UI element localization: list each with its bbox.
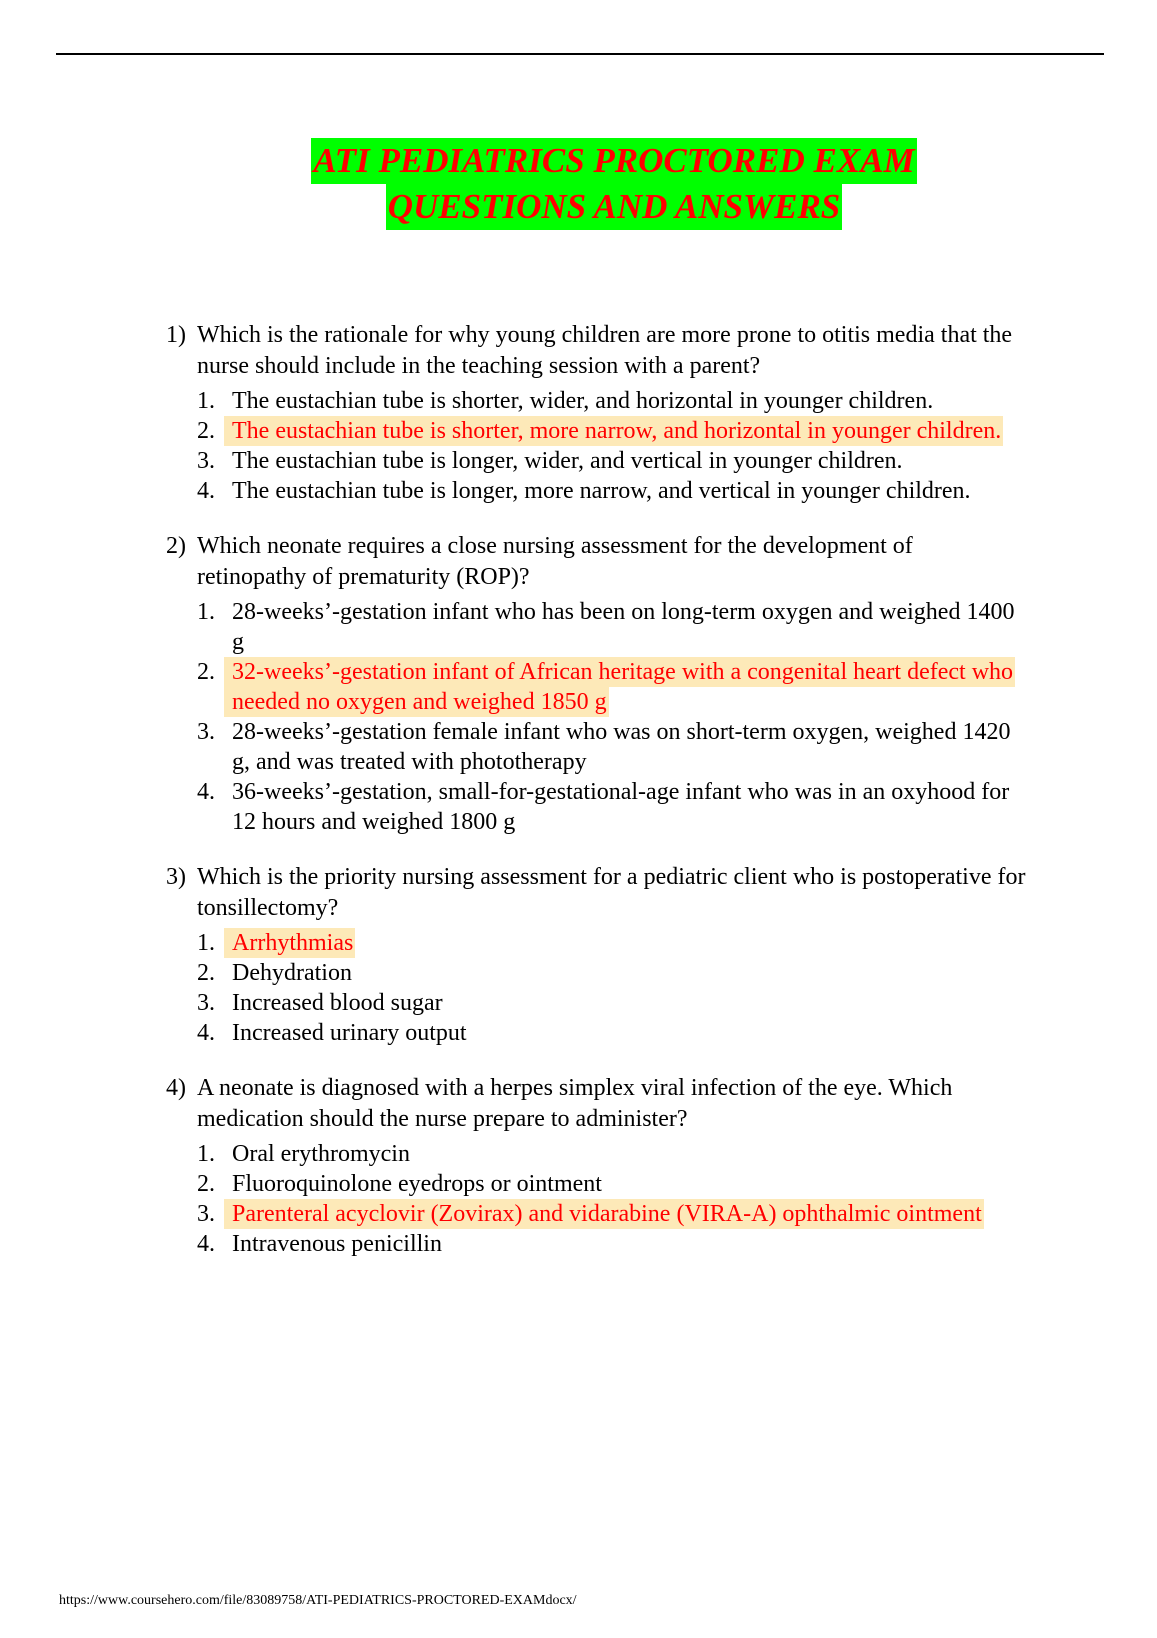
option-number: 2. (197, 659, 215, 685)
option-number: 1. (197, 599, 215, 625)
question-4 (166, 1073, 1026, 1259)
question-text: A neonate is diagnosed with a herpes simplex viral infection of the eye. Which medication should the nurse prepare to administer? (197, 1075, 953, 1132)
answer-option (166, 1229, 1026, 1259)
option-text-highlighted: The eustachian tube is shorter, more narrow, and horizontal in younger children. (224, 416, 1003, 446)
answer-options (166, 928, 1026, 1048)
answer-option (166, 597, 1026, 657)
title-line-2: QUESTIONS AND ANSWERS (386, 184, 843, 230)
answer-option (166, 777, 1026, 837)
answer-option (166, 1018, 1026, 1048)
option-text: 36-weeks’-gestation, small-for-gestational-age infant who was in an oxyhood for 12 hours and weighed 1800 g (232, 779, 1010, 835)
option-number: 2. (197, 418, 215, 444)
answer-option (166, 717, 1026, 777)
answer-options (166, 1139, 1026, 1259)
answer-option (166, 958, 1026, 988)
title-line-1: ATI PEDIATRICS PROCTORED EXAM (311, 138, 916, 184)
option-number: 2. (197, 1171, 215, 1197)
answer-options (166, 386, 1026, 506)
option-number: 1. (197, 930, 215, 956)
question-1 (166, 320, 1026, 506)
option-number: 3. (197, 719, 215, 745)
option-text: The eustachian tube is shorter, wider, and horizontal in younger children. (232, 388, 934, 414)
option-number: 1. (197, 388, 215, 414)
answer-option (166, 1139, 1026, 1169)
answer-option (166, 446, 1026, 476)
question-stem (166, 320, 1026, 382)
option-text-highlighted: Parenteral acyclovir (Zovirax) and vidarabine (VIRA-A) ophthalmic ointment (224, 1199, 984, 1229)
option-text-highlighted: 32-weeks’-gestation infant of African heritage with a congenital heart defect who (224, 657, 1015, 687)
option-text: 28-weeks’-gestation female infant who was on short-term oxygen, weighed 1420 g, and was treated with phototherapy (232, 719, 1011, 775)
option-text: The eustachian tube is longer, more narrow, and vertical in younger children. (232, 478, 971, 504)
question-2 (166, 531, 1026, 837)
question-stem (166, 862, 1026, 924)
question-number: 2) (166, 533, 186, 559)
question-list (166, 320, 1026, 1284)
option-text: Dehydration (232, 960, 352, 986)
option-number: 3. (197, 990, 215, 1016)
question-number: 4) (166, 1075, 186, 1101)
question-number: 1) (166, 322, 186, 348)
answer-options (166, 597, 1026, 837)
option-text-highlighted: Arrhythmias (224, 928, 355, 958)
answer-option-correct (166, 416, 1026, 446)
option-number: 4. (197, 478, 215, 504)
question-number: 3) (166, 864, 186, 890)
answer-option (166, 988, 1026, 1018)
option-text: Intravenous penicillin (232, 1231, 442, 1257)
document-title (200, 138, 1028, 230)
answer-option-correct (166, 657, 1026, 717)
option-text: Increased urinary output (232, 1020, 467, 1046)
question-text: Which is the priority nursing assessment for a pediatric client who is postoperative for tonsillectomy? (197, 864, 1026, 921)
answer-option (166, 476, 1026, 506)
answer-option (166, 1169, 1026, 1199)
option-text: The eustachian tube is longer, wider, and vertical in younger children. (232, 448, 903, 474)
question-text: Which is the rationale for why young children are more prone to otitis media that the nurse should include in the teaching session with a parent? (197, 322, 1013, 379)
option-number: 2. (197, 960, 215, 986)
answer-option-correct (166, 928, 1026, 958)
option-text: Increased blood sugar (232, 990, 443, 1016)
option-number: 3. (197, 448, 215, 474)
option-text: 28-weeks’-gestation infant who has been on long-term oxygen and weighed 1400 g (232, 599, 1015, 655)
answer-option-correct (166, 1199, 1026, 1229)
option-text: Fluoroquinolone eyedrops or ointment (232, 1171, 602, 1197)
option-number: 4. (197, 1231, 215, 1257)
option-text: Oral erythromycin (232, 1141, 410, 1167)
option-number: 1. (197, 1141, 215, 1167)
question-3 (166, 862, 1026, 1048)
header-rule (56, 53, 1104, 55)
question-text: Which neonate requires a close nursing assessment for the development of retinopathy of prematurity (ROP)? (197, 533, 913, 590)
option-number: 4. (197, 779, 215, 805)
source-url: https://www.coursehero.com/file/83089758/ATI-PEDIATRICS-PROCTORED-EXAMdocx/ (59, 1593, 577, 1608)
option-number: 4. (197, 1020, 215, 1046)
option-number: 3. (197, 1201, 215, 1227)
question-stem (166, 1073, 1026, 1135)
question-stem (166, 531, 1026, 593)
answer-option (166, 386, 1026, 416)
option-text-highlighted-continued: needed no oxygen and weighed 1850 g (224, 687, 609, 717)
